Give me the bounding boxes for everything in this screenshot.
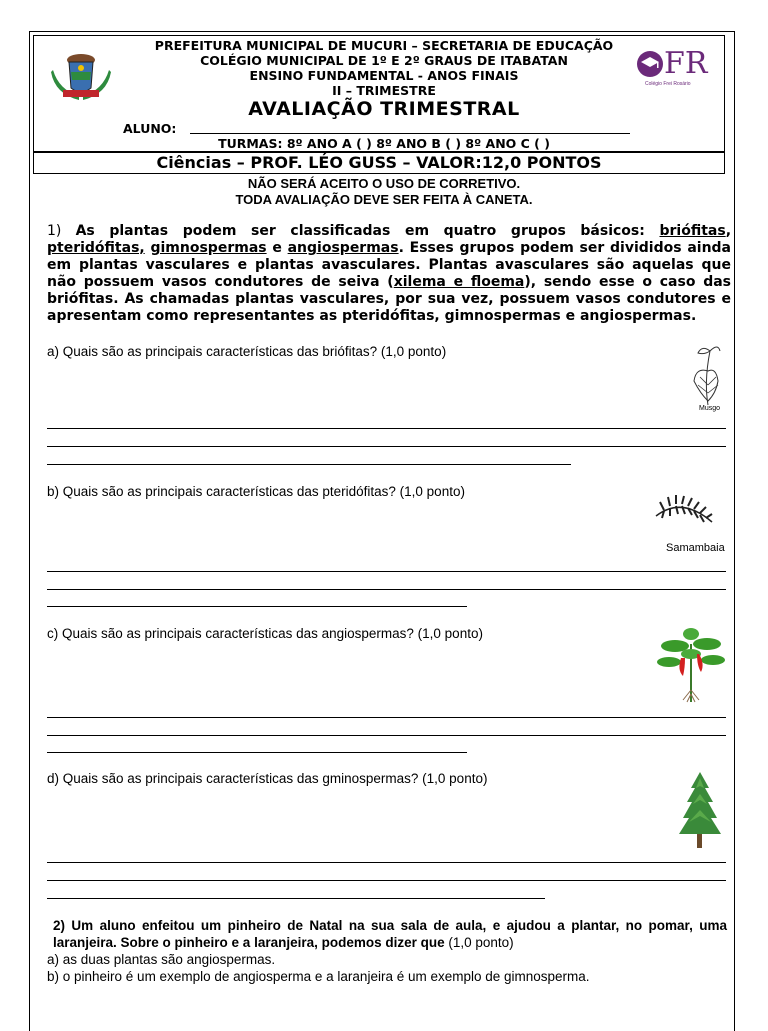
term-angiospermas: angiospermas <box>287 240 399 256</box>
question-2 <box>47 917 727 985</box>
header-line-1: PREFEITURA MUNICIPAL DE MUCURI – SECRETARIA DE EDUCAÇÃO <box>154 38 614 53</box>
q1-conjunction: e <box>272 240 282 256</box>
answer-line[interactable] <box>47 880 726 881</box>
answer-line[interactable] <box>47 428 726 429</box>
question-1d: d) Quais são as principais características das gminospermas? (1,0 ponto) <box>47 771 488 786</box>
question-1-text <box>47 223 731 325</box>
question-2-points: (1,0 ponto) <box>448 935 514 950</box>
answer-line[interactable] <box>47 752 467 753</box>
question-2-stem-text: 2) Um aluno enfeitou um pinheiro de Natal na sua sala de aula, e ajudou a plantar, no pomar, uma laranjeira. Sobre o pinheiro e a laranjeira, podemos dizer que <box>53 918 727 950</box>
notice-corrective: NÃO SERÁ ACEITO O USO DE CORRETIVO. <box>247 176 521 191</box>
term-briofitas: briófitas <box>659 223 726 239</box>
aluno-name-field[interactable] <box>190 133 630 134</box>
q1-part-2: . Esses grupos podem ser divididos ainda em plantas vasculares e plantas avasculares. Plantas avasculares são aquelas que não possuem vasos condutores de seiva ( <box>47 240 732 290</box>
turmas-line: TURMAS: 8º ANO A ( ) 8º ANO B ( ) 8º ANO C ( ) <box>218 136 550 151</box>
fern-illustration <box>652 492 718 540</box>
q1-comma: , <box>725 223 732 239</box>
term-pteridofitas: pteridófitas, <box>47 240 145 256</box>
school-logo-subtitle: Colégio Frei Rosário <box>645 81 691 87</box>
answer-line[interactable] <box>47 862 726 863</box>
notice-pen: TODA AVALIAÇÃO DEVE SER FEITA À CANETA. <box>235 192 533 207</box>
moss-illustration <box>688 341 728 407</box>
moss-caption: Musgo <box>699 405 721 412</box>
question-2-option-a[interactable]: a) as duas plantas são angiospermas. <box>47 952 276 967</box>
question-1a: a) Quais são as principais características das briófitas? (1,0 ponto) <box>47 344 447 359</box>
subject-banner: Ciências – PROF. LÉO GUSS – VALOR:12,0 PONTOS <box>33 152 725 174</box>
header-line-2: COLÉGIO MUNICIPAL DE 1º E 2º GRAUS DE ITABATAN <box>200 53 568 68</box>
pepper-plant-illustration <box>655 624 727 704</box>
answer-line[interactable] <box>47 571 726 572</box>
fern-caption: Samambaia <box>666 542 725 554</box>
question-2-stem <box>47 917 727 951</box>
term-gimnospermas: gimnospermas <box>150 240 267 256</box>
answer-line[interactable] <box>47 464 571 465</box>
answer-line[interactable] <box>47 446 726 447</box>
question-1b: b) Quais são as principais características das pteridófitas? (1,0 ponto) <box>47 484 465 499</box>
school-logo-text: FR <box>664 46 708 81</box>
question-1c: c) Quais são as principais características das angiospermas? (1,0 ponto) <box>47 626 483 641</box>
pine-tree-illustration <box>677 770 723 850</box>
page-title: AVALIAÇÃO TRIMESTRAL <box>248 98 520 120</box>
answer-line[interactable] <box>47 735 726 736</box>
q1-part-1: As plantas podem ser classificadas em quatro grupos básicos: <box>75 223 645 239</box>
answer-line[interactable] <box>47 606 467 607</box>
q1-part-3: ), sendo esse o caso das briófitas. As chamadas plantas vasculares, por sua vez, possuem vasos condutores e apresentam como representantes as pteridófitas, gimnospermas e angiospermas. <box>47 274 731 324</box>
header-line-4: II – TRIMESTRE <box>332 83 436 98</box>
term-xilema-floema: xilema e floema <box>393 274 525 290</box>
answer-line[interactable] <box>47 898 545 899</box>
header-line-3: ENSINO FUNDAMENTAL - ANOS FINAIS <box>249 68 519 83</box>
aluno-label: ALUNO: <box>123 121 177 136</box>
answer-line[interactable] <box>47 589 726 590</box>
question-1-number: 1) <box>47 223 62 239</box>
question-2-option-b[interactable]: b) o pinheiro é um exemplo de angiosperma e a laranjeira é um exemplo de gimnosperma. <box>47 969 590 984</box>
answer-line[interactable] <box>47 717 726 718</box>
